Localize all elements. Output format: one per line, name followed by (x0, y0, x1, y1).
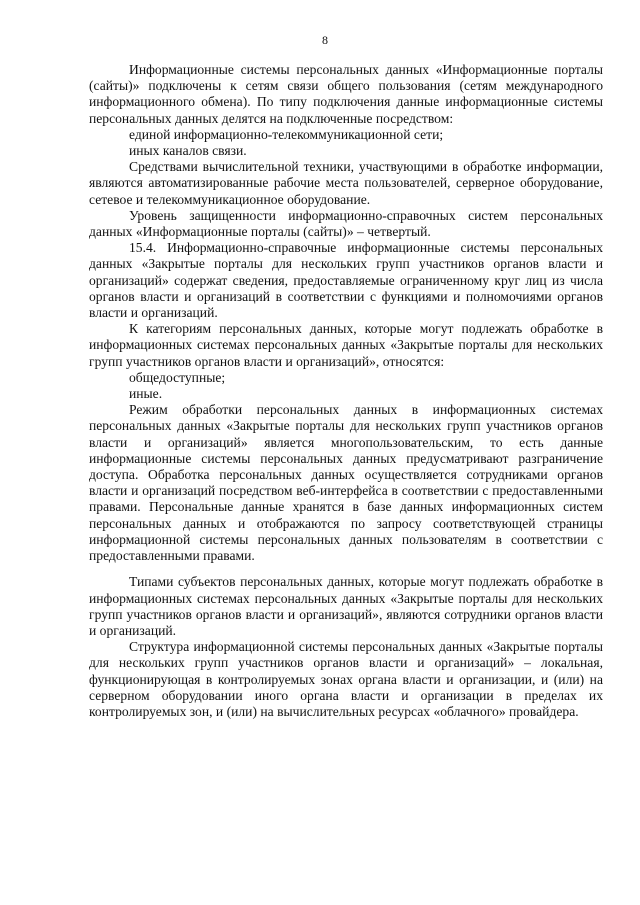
list-item-public: общедоступные; (129, 369, 226, 385)
paragraph-data-categories: К категориям персональных данных, которые могут подлежать обработке в информационных системах персональных данных «Закрытые порталы для нескольких групп участников органов власти и организаций», относятся: (89, 321, 603, 369)
document-body (89, 62, 603, 720)
list-item-other-channels: иных каналов связи. (129, 143, 247, 159)
paragraph-processing-mode: Режим обработки персональных данных в информационных системах персональных данных «Закрытые порталы для нескольких групп участников органов власти и организаций» является многопользовательским, то есть данные информационные системы персональных данных предусматривают разграничение доступа. Обработка персональных данных осуществляется сотрудниками органов власти и организаций посредством веб-интерфейса в соответствии с предоставленными правами. Персональные данные хранятся в базе данных информационных систем персональных данных и отображаются по запросу соответствующей страницы информационной системы персональных данных пользователям в соответствии с предоставленными правами. (89, 402, 603, 564)
paragraph-portals-connection: Информационные системы персональных данных «Информационные порталы (сайты)» подключены к сетям связи общего пользования (сетям международного информационного обмена). По типу подключения данные информационные системы персональных данных делятся на подключенные посредством: (89, 62, 603, 126)
list-item-unified-network: единой информационно-телекоммуникационной сети; (129, 126, 444, 142)
page-number: 8 (322, 33, 328, 47)
list-item-other: иные. (129, 386, 163, 402)
paragraph-subject-types: Типами субъектов персональных данных, которые могут подлежать обработке в информационных системах персональных данных «Закрытые порталы для нескольких групп участников органов власти и организаций», являются сотрудники органов власти и организаций. (89, 574, 603, 638)
paragraph-security-level: Уровень защищенности информационно-справочных систем персональных данных «Информационные порталы (сайты)» – четвертый. (89, 207, 603, 240)
paragraph-computing-means: Средствами вычислительной техники, участвующими в обработке информации, являются автоматизированные рабочие места пользователей, серверное оборудование, сетевое и телекоммуникационное оборудование. (89, 159, 603, 207)
paragraph-system-structure: Структура информационной системы персональных данных «Закрытые порталы для нескольких групп участников органов власти и организаций» – локальная, функционирующая в контролируемых зонах органа власти и организации, и (или) на серверном оборудовании иного органа власти и организации в пределах их контролируемых зон, и (или) на вычислительных ресурсах «облачного» провайдера. (89, 639, 603, 719)
paragraph-section-15-4: 15.4. Информационно-справочные информационные системы персональных данных «Закрытые порталы для нескольких групп участников органов власти и организаций» содержат сведения, предоставляемые ограниченному круг лиц из числа органов власти и организаций в соответствии с функциями и полномочиями органов власти и организаций. (89, 240, 603, 321)
